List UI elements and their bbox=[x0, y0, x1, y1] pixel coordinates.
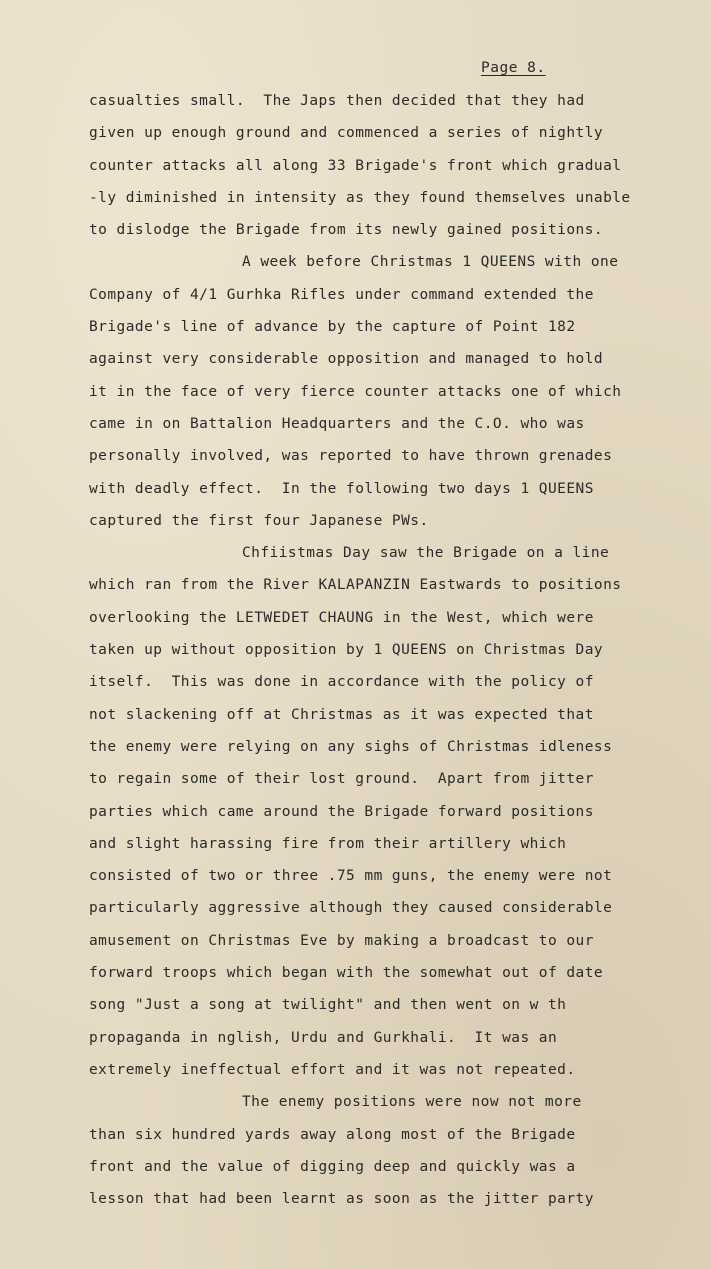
text-line: against very considerable opposition and managed to hold bbox=[89, 351, 604, 368]
text-line: Company of 4/1 Gurhka Rifles under command extended the bbox=[89, 286, 594, 303]
text-line: song "Just a song at twilight" and then went on w th bbox=[89, 997, 567, 1014]
document-body bbox=[89, 90, 689, 1220]
text-line: casualties small. The Japs then decided that they had bbox=[89, 93, 585, 109]
text-line: parties which came around the Brigade forward positions bbox=[89, 803, 594, 820]
text-line: with deadly effect. In the following two days 1 QUEENS bbox=[89, 480, 594, 497]
text-line: forward troops which began with the somewhat out of date bbox=[89, 965, 604, 982]
text-line: came in on Battalion Headquarters and the C.O. who was bbox=[89, 415, 585, 432]
text-line: taken up without opposition by 1 QUEENS on Christmas Day bbox=[89, 642, 604, 659]
text-line: to regain some of their lost ground. Apart from jitter bbox=[89, 771, 594, 788]
text-line: Chfiistmas Day saw the Brigade on a line bbox=[242, 545, 610, 562]
text-line: The enemy positions were now not more bbox=[242, 1094, 582, 1111]
text-line: counter attacks all along 33 Brigade's front which gradual bbox=[89, 157, 622, 174]
text-line: personally involved, was reported to have thrown grenades bbox=[89, 448, 613, 465]
text-line: than six hundred yards away along most of the Brigade bbox=[89, 1126, 576, 1143]
text-line: lesson that had been learnt as soon as the jitter party bbox=[89, 1191, 594, 1208]
text-line: to dislodge the Brigade from its newly gained positions. bbox=[89, 222, 604, 239]
text-line: propaganda in nglish, Urdu and Gurkhali. It was an bbox=[89, 1029, 558, 1046]
text-line: captured the first four Japanese PWs. bbox=[89, 512, 429, 529]
page-number-label: Page 8. bbox=[481, 60, 546, 76]
text-line: amusement on Christmas Eve by making a broadcast to our bbox=[89, 932, 594, 949]
text-line: the enemy were relying on any sighs of Christmas idleness bbox=[89, 738, 613, 755]
text-line: A week before Christmas 1 QUEENS with one bbox=[242, 254, 619, 271]
text-line: front and the value of digging deep and quickly was a bbox=[89, 1158, 576, 1175]
text-line: not slackening off at Christmas as it was expected that bbox=[89, 706, 594, 723]
text-line: -ly diminished in intensity as they found themselves unable bbox=[89, 189, 631, 206]
text-line: Brigade's line of advance by the capture of Point 182 bbox=[89, 319, 576, 336]
text-line: consisted of two or three .75 mm guns, the enemy were not bbox=[89, 868, 613, 885]
text-line: particularly aggressive although they caused considerable bbox=[89, 900, 613, 917]
text-line: extremely ineffectual effort and it was not repeated. bbox=[89, 1061, 576, 1078]
text-line: and slight harassing fire from their artillery which bbox=[89, 835, 567, 852]
page-number bbox=[481, 60, 546, 76]
text-line: itself. This was done in accordance with the policy of bbox=[89, 674, 594, 691]
text-line: it in the face of very fierce counter attacks one of which bbox=[89, 383, 622, 400]
text-line: given up enough ground and commenced a series of nightly bbox=[89, 125, 604, 142]
text-line: overlooking the LETWEDET CHAUNG in the West, which were bbox=[89, 609, 594, 626]
text-line: which ran from the River KALAPANZIN Eastwards to positions bbox=[89, 577, 622, 594]
